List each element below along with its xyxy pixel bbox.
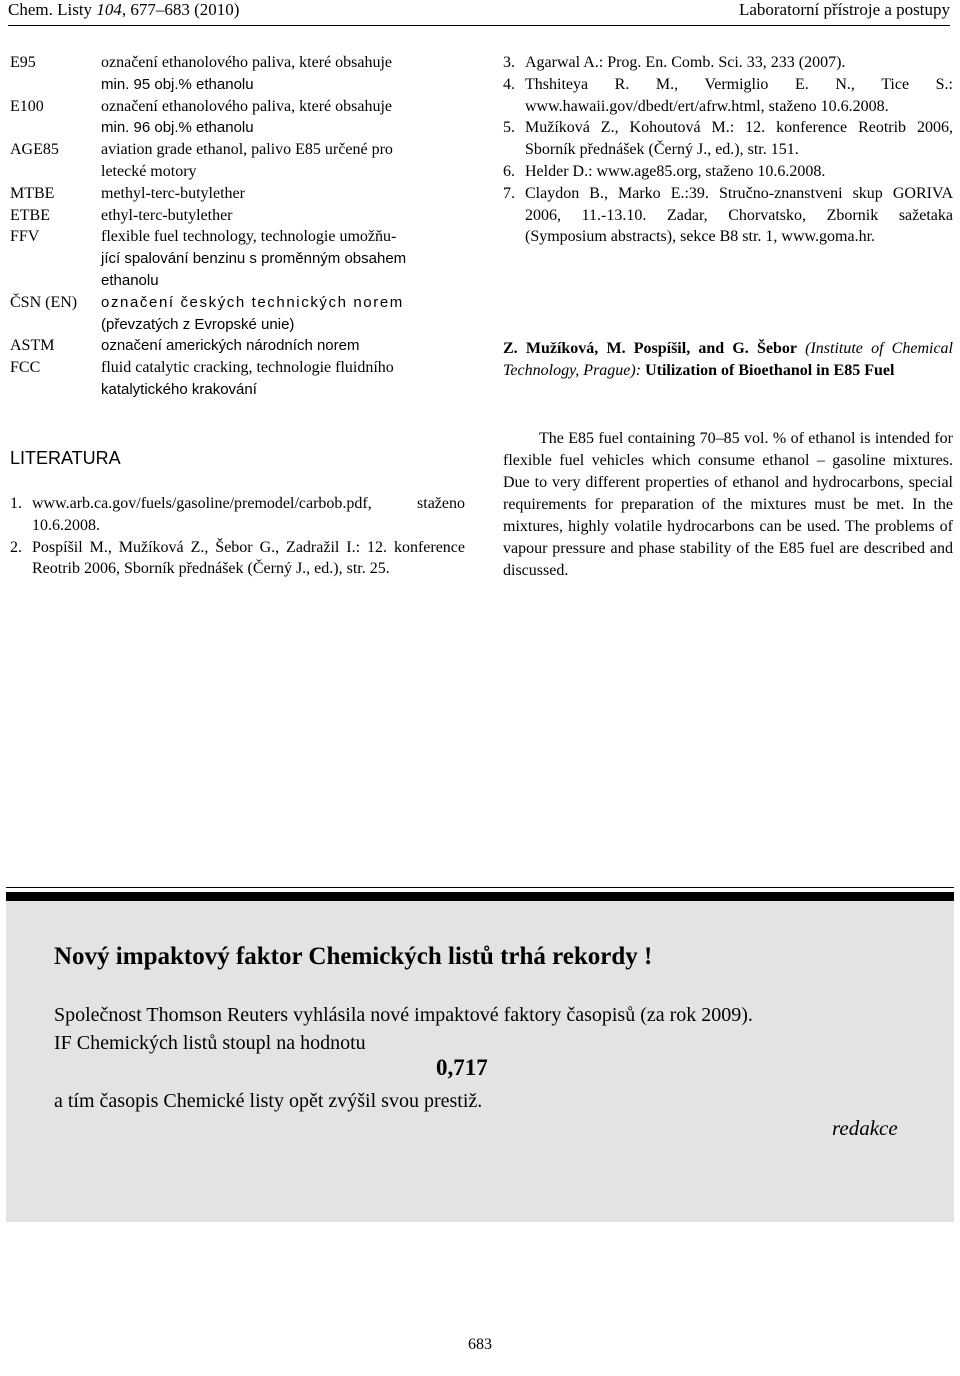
abstract-heading [503, 338, 953, 382]
abbr-def: flexible fuel technology, technologie umožňu- [101, 228, 397, 246]
reference-text: Agarwal A.: Prog. En. Comb. Sci. 33, 233 (2007). [525, 54, 846, 71]
reference-text: Helder D.: www.age85.org, staženo 10.6.2008. [525, 162, 826, 180]
abbr-def: označení českých technických norem [101, 293, 404, 311]
abstract-affiliation: (Institute of Chemical Technology, Prague): [503, 340, 953, 379]
header-rule [8, 25, 950, 26]
reference-item [503, 117, 953, 161]
abbr-row-csn [10, 292, 465, 336]
abbr-key: MTBE [10, 184, 55, 202]
abbr-key: FFV [10, 228, 40, 246]
abbr-row-etbe [10, 205, 465, 227]
reference-number: 1. [10, 495, 22, 512]
abbr-def: ethyl-terc-butylether [101, 206, 233, 224]
literature-heading: LITERATURA [10, 448, 121, 468]
running-header [8, 0, 950, 22]
reference-item [503, 183, 953, 248]
reference-list-left [10, 493, 465, 580]
reference-list-right [503, 52, 953, 248]
announcement-title: Nový impaktový faktor Chemických listů trhá rekordy ! [54, 943, 653, 970]
reference-text: Mužíková Z., Kohoutová M.: 12. konference Reotrib 2006, Sborník přednášek (Černý J., ed.), str. 151. [525, 119, 953, 159]
editorial-signature: redakce [832, 1116, 898, 1140]
abbr-def: (převzatých z Evropské unie) [101, 315, 295, 333]
reference-item [10, 537, 465, 581]
abstract-title: Utilization of Bioethanol in E85 Fuel [645, 362, 895, 379]
reference-text: www.arb.ca.gov/fuels/gasoline/premodel/carbob.pdf, staženo 10.6.2008. [32, 495, 465, 534]
abbr-def: označení amerických národních norem [101, 337, 360, 355]
reference-number: 3. [503, 54, 515, 71]
abbr-row-e100 [10, 96, 465, 140]
reference-number: 2. [10, 538, 22, 556]
announcement-box [6, 892, 954, 1222]
box-top-rule [6, 887, 954, 888]
announcement-line-3: a tím časopis Chemické listy opět zvýšil svou prestiž. [54, 1090, 483, 1112]
reference-number: 6. [503, 162, 515, 180]
abbr-key: ČSN (EN) [10, 293, 78, 311]
abstract-body: The E85 fuel containing 70–85 vol. % of ethanol is intended for flexible fuel vehicles which consume ethanol – gasoline mixtures. Due to very different properties of ethanol and hydrocarbons, special requirements for preparation of the mixtures must be met. In the mixtures, highly volatile hydrocarbons can be used. The problems of vapour pressure and phase stability of the E85 fuel are described and discussed. [503, 430, 953, 579]
abbr-def: katalytického krakování [101, 380, 257, 398]
reference-text: Claydon B., Marko E.:39. Stručno-znanstveni skup GORIVA 2006, 11.-13.10. Zadar, Chorvatsko, Zbornik sažetaka (Symposium abstracts), sekce B8 str. 1, www.goma.hr. [525, 184, 953, 246]
reference-item [503, 161, 953, 183]
abbr-def: označení ethanolového paliva, které obsahuje [101, 54, 392, 71]
abbr-def: letecké motory [101, 162, 197, 180]
abbr-key: ASTM [10, 337, 55, 355]
abbr-row-mtbe [10, 183, 465, 205]
reference-number: 5. [503, 119, 515, 137]
announcement-line-2: IF Chemických listů stoupl na hodnotu [54, 1032, 366, 1054]
abbr-key: AGE85 [10, 141, 59, 159]
abstract-authors: Z. Mužíková, M. Pospíšil, and G. Šebor [503, 340, 797, 357]
abbr-row-astm [10, 335, 465, 357]
abbr-def: methyl-terc-butylether [101, 184, 245, 202]
reference-text: Pospíšil M., Mužíková Z., Šebor G., Zadražil I.: 12. konference Reotrib 2006, Sborník přednášek (Černý J., ed.), str. 25. [32, 538, 465, 578]
journal-citation: Chem. Listy 104, 677–683 (2010) [8, 0, 240, 19]
abbr-key: ETBE [10, 206, 50, 224]
volume: 104 [96, 0, 122, 19]
impact-factor-value: 0,717 [436, 1055, 488, 1080]
abbr-key: E100 [10, 97, 44, 115]
reference-item [503, 52, 953, 74]
reference-item [10, 493, 465, 537]
abbr-def: označení ethanolového paliva, které obsahuje [101, 97, 392, 115]
abbr-def: min. 95 obj.% ethanolu [101, 75, 254, 93]
abbr-row-age85 [10, 139, 465, 183]
abbreviation-list [10, 52, 465, 401]
abbr-row-e95 [10, 52, 465, 96]
reference-number: 7. [503, 184, 515, 202]
announcement-line-1: Společnost Thomson Reuters vyhlásila nové impaktové faktory časopisů (za rok 2009). [54, 1004, 753, 1026]
abbr-def: ethanolu [101, 271, 159, 289]
abbr-row-fcc [10, 357, 465, 401]
abbr-key: FCC [10, 359, 41, 377]
reference-text: Thshiteya R. M., Vermiglio E. N., Tice S.: www.hawaii.gov/dbedt/ert/afrw.html, staženo 10.6.2008. [525, 75, 953, 115]
reference-number: 4. [503, 75, 515, 93]
abbr-row-ffv [10, 226, 465, 291]
abbr-key: E95 [10, 54, 36, 71]
reference-item [503, 74, 953, 118]
abbr-def: min. 96 obj.% ethanolu [101, 119, 254, 137]
page-number: 683 [468, 1336, 492, 1353]
section-title: Laboratorní přístroje a postupy [738, 0, 950, 19]
abbr-def: fluid catalytic cracking, technologie fluidního [101, 359, 394, 377]
abbr-def: aviation grade ethanol, palivo E85 určené pro [101, 141, 393, 159]
abbr-def: jící spalování benzinu s proměnným obsahem [101, 250, 407, 268]
